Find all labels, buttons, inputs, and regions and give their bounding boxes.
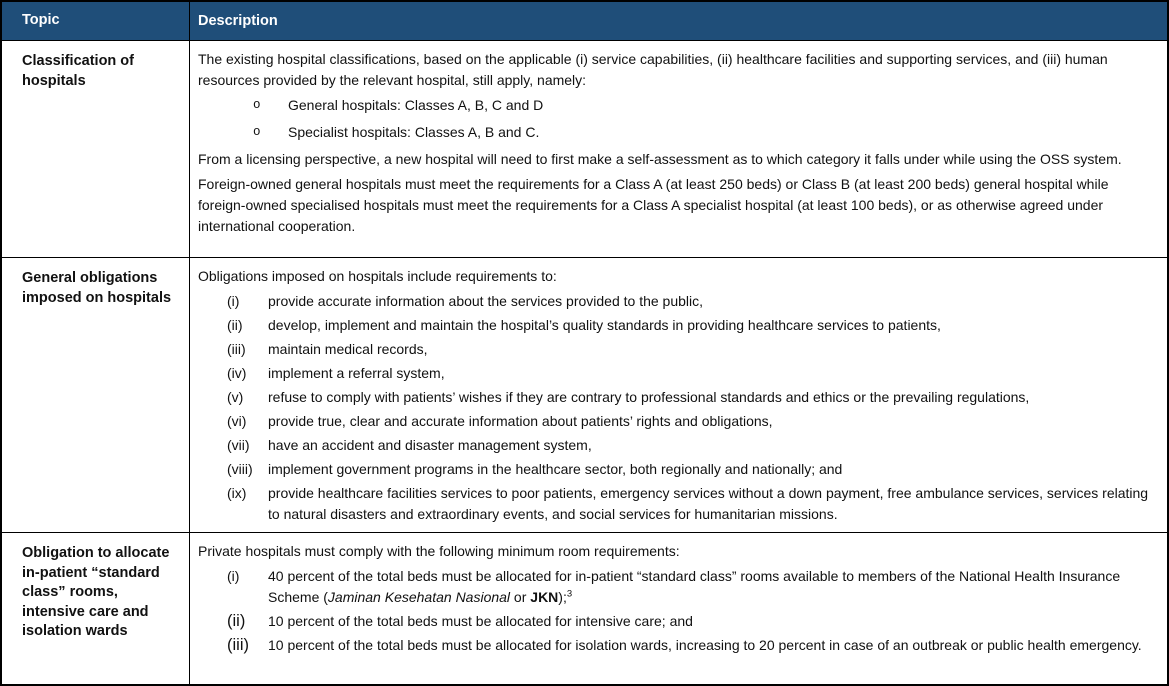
description-cell bbox=[190, 258, 1167, 532]
bullet-item bbox=[198, 122, 1153, 143]
numbered-item bbox=[198, 387, 1153, 408]
item-text: 10 percent of the total beds must be allocated for intensive care; and bbox=[268, 613, 693, 629]
header-description: Description bbox=[198, 12, 278, 29]
description-cell bbox=[190, 41, 1167, 257]
bullet-item bbox=[198, 95, 1153, 116]
numbered-item bbox=[198, 411, 1153, 432]
text-segment: Jaminan Kesehatan Nasional bbox=[327, 589, 511, 605]
item-number: (i) bbox=[227, 568, 240, 584]
item-number: (viii) bbox=[227, 461, 253, 477]
numbered-item bbox=[198, 635, 1153, 656]
topic-cell: General obligations imposed on hospitals bbox=[2, 258, 190, 532]
bullet-marker: o bbox=[253, 125, 261, 139]
item-text bbox=[268, 566, 1153, 608]
text-segment: ); bbox=[558, 589, 567, 605]
table-row bbox=[2, 532, 1167, 684]
item-number: (i) bbox=[227, 293, 240, 309]
paragraph: Private hospitals must comply with the following minimum room requirements: bbox=[198, 543, 680, 559]
text-segment: JKN bbox=[530, 589, 559, 605]
item-text: have an accident and disaster management system, bbox=[268, 437, 592, 453]
numbered-item bbox=[198, 483, 1153, 525]
item-text: implement a referral system, bbox=[268, 365, 445, 381]
numbered-item bbox=[198, 339, 1153, 360]
text-segment: 3 bbox=[566, 588, 573, 600]
numbered-item bbox=[198, 291, 1153, 312]
item-number: (v) bbox=[227, 389, 244, 405]
topic-cell: Classification of hospitals bbox=[2, 41, 190, 257]
numbered-item bbox=[198, 435, 1153, 456]
item-text: provide true, clear and accurate information about patients’ rights and obligations, bbox=[268, 413, 773, 429]
topic-cell: Obligation to allocate in-patient “standard class” rooms, intensive care and isolation wards bbox=[2, 533, 190, 684]
paragraph: The existing hospital classifications, based on the applicable (i) service capabilities, (ii) healthcare facilities and supporting services, and (iii) human resources provided by the relevant hospital, still apply, namely: bbox=[198, 51, 1108, 88]
item-text: refuse to comply with patients’ wishes if they are contrary to professional standards and ethics or the prevailing regulations, bbox=[268, 389, 1030, 405]
item-text: General hospitals: Classes A, B, C and D bbox=[288, 97, 544, 113]
description-cell bbox=[190, 533, 1167, 684]
table-row bbox=[2, 257, 1167, 532]
numbered-item bbox=[198, 566, 1153, 608]
item-text: maintain medical records, bbox=[268, 341, 428, 357]
numbered-item bbox=[198, 611, 1153, 632]
numbered-item bbox=[198, 459, 1153, 480]
paragraph: Foreign-owned general hospitals must meet the requirements for a Class A (at least 250 beds) or Class B (at least 200 beds) general hospital while foreign-owned specialised hospitals must meet the requirements for a Class A specialist hospital (at least 100 beds), or as otherwise agreed under international cooperation. bbox=[198, 176, 1109, 234]
table-header-row bbox=[2, 2, 1167, 40]
item-text: implement government programs in the healthcare sector, both regionally and nationally; and bbox=[268, 461, 843, 477]
table-row bbox=[2, 40, 1167, 257]
numbered-item bbox=[198, 315, 1153, 336]
item-number: (ii) bbox=[227, 317, 243, 333]
bullet-marker: o bbox=[253, 98, 261, 112]
paragraph: From a licensing perspective, a new hospital will need to first make a self-assessment as to which category it falls under while using the OSS system. bbox=[198, 151, 1122, 167]
item-text: provide healthcare facilities services to poor patients, emergency services without a down payment, free ambulance services, services relating to natural disasters and extraordinary events, and social services for humanitarian missions. bbox=[268, 485, 1149, 522]
header-topic: Topic bbox=[2, 2, 190, 40]
item-number: (iii) bbox=[227, 636, 249, 654]
item-text: provide accurate information about the services provided to the public, bbox=[268, 293, 704, 309]
text-segment: 40 percent of the total beds must be allocated for in-patient “standard class” rooms available to members of the National Health Insurance Scheme ( bbox=[268, 568, 1121, 605]
item-text: 10 percent of the total beds must be allocated for isolation wards, increasing to 20 percent in case of an outbreak or public health emergency. bbox=[268, 637, 1142, 653]
item-text: Specialist hospitals: Classes A, B and C. bbox=[288, 124, 540, 140]
item-number: (iii) bbox=[227, 341, 246, 357]
item-text: develop, implement and maintain the hospital’s quality standards in providing healthcare services to patients, bbox=[268, 317, 941, 333]
item-number: (ix) bbox=[227, 485, 247, 501]
paragraph: Obligations imposed on hospitals include requirements to: bbox=[198, 268, 557, 284]
item-number: (iv) bbox=[227, 365, 247, 381]
item-number: (vi) bbox=[227, 413, 247, 429]
numbered-item bbox=[198, 363, 1153, 384]
text-segment: or bbox=[510, 589, 531, 605]
item-number: (vii) bbox=[227, 437, 250, 453]
item-number: (ii) bbox=[227, 612, 246, 630]
